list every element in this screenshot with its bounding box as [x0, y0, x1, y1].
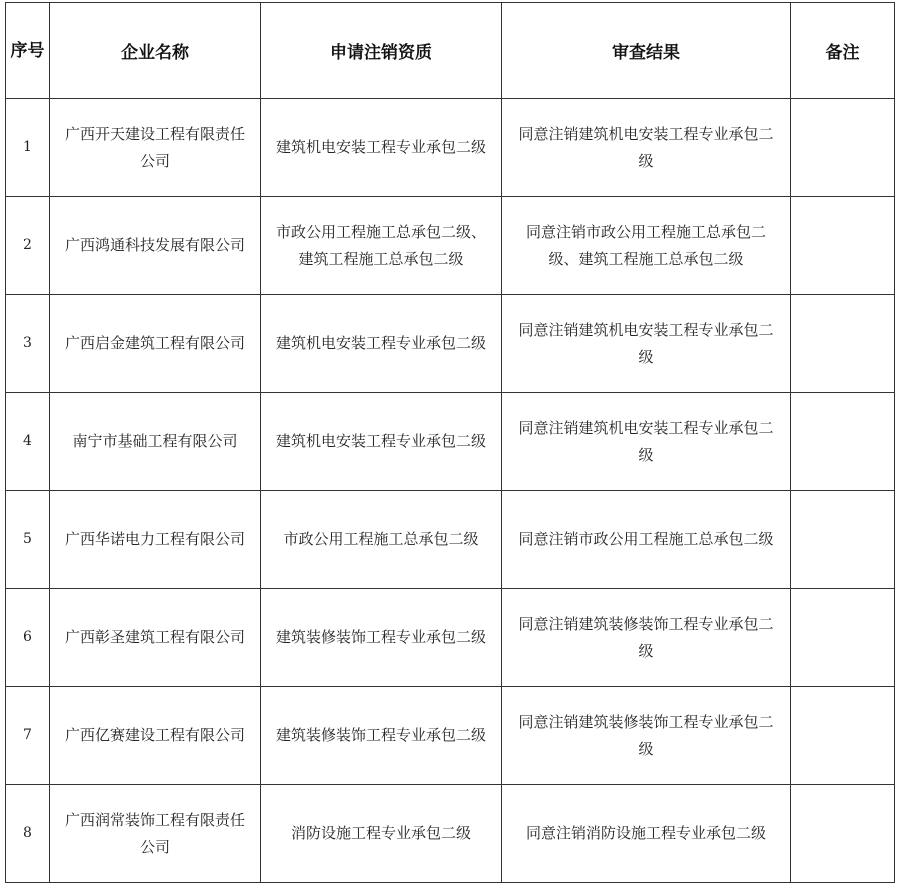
cell-result: 同意注销建筑装修装饰工程专业承包二级 — [502, 589, 791, 687]
cell-seq: 7 — [6, 687, 50, 785]
qualification-cancellation-table — [5, 2, 895, 883]
cell-remark — [791, 589, 895, 687]
table-row — [6, 785, 895, 883]
table-body — [6, 99, 895, 883]
cell-company: 广西润常装饰工程有限责任公司 — [50, 785, 261, 883]
cell-result: 同意注销建筑机电安装工程专业承包二级 — [502, 99, 791, 197]
cell-seq: 1 — [6, 99, 50, 197]
cell-remark — [791, 491, 895, 589]
header-result: 审查结果 — [502, 3, 791, 99]
cell-qualification: 建筑机电安装工程专业承包二级 — [261, 295, 502, 393]
header-seq: 序号 — [6, 3, 50, 99]
cell-result: 同意注销建筑机电安装工程专业承包二级 — [502, 393, 791, 491]
cell-remark — [791, 687, 895, 785]
table-row — [6, 197, 895, 295]
cell-remark — [791, 99, 895, 197]
cell-remark — [791, 197, 895, 295]
cell-company: 广西华诺电力工程有限公司 — [50, 491, 261, 589]
cell-company: 广西彰圣建筑工程有限公司 — [50, 589, 261, 687]
table-row — [6, 491, 895, 589]
cell-company: 广西开天建设工程有限责任公司 — [50, 99, 261, 197]
cell-seq: 8 — [6, 785, 50, 883]
cell-qualification: 市政公用工程施工总承包二级、建筑工程施工总承包二级 — [261, 197, 502, 295]
cell-result: 同意注销消防设施工程专业承包二级 — [502, 785, 791, 883]
cell-seq: 5 — [6, 491, 50, 589]
cell-qualification: 建筑装修装饰工程专业承包二级 — [261, 687, 502, 785]
cell-remark — [791, 295, 895, 393]
cell-company: 广西启金建筑工程有限公司 — [50, 295, 261, 393]
cell-remark — [791, 393, 895, 491]
cell-qualification: 市政公用工程施工总承包二级 — [261, 491, 502, 589]
cell-qualification: 消防设施工程专业承包二级 — [261, 785, 502, 883]
header-remark: 备注 — [791, 3, 895, 99]
header-row — [6, 3, 895, 99]
header-company: 企业名称 — [50, 3, 261, 99]
table-header — [6, 3, 895, 99]
table-row — [6, 393, 895, 491]
cell-qualification: 建筑机电安装工程专业承包二级 — [261, 99, 502, 197]
table-row — [6, 295, 895, 393]
cell-result: 同意注销建筑机电安装工程专业承包二级 — [502, 295, 791, 393]
cell-company: 广西亿赛建设工程有限公司 — [50, 687, 261, 785]
cell-result: 同意注销市政公用工程施工总承包二级 — [502, 491, 791, 589]
cell-company: 南宁市基础工程有限公司 — [50, 393, 261, 491]
cell-qualification: 建筑机电安装工程专业承包二级 — [261, 393, 502, 491]
cell-remark — [791, 785, 895, 883]
header-qualification: 申请注销资质 — [261, 3, 502, 99]
cell-seq: 3 — [6, 295, 50, 393]
cell-result: 同意注销建筑装修装饰工程专业承包二级 — [502, 687, 791, 785]
table-row — [6, 589, 895, 687]
table-row — [6, 687, 895, 785]
cell-seq: 4 — [6, 393, 50, 491]
cell-qualification: 建筑装修装饰工程专业承包二级 — [261, 589, 502, 687]
cell-result: 同意注销市政公用工程施工总承包二级、建筑工程施工总承包二级 — [502, 197, 791, 295]
cell-seq: 6 — [6, 589, 50, 687]
cell-company: 广西鸿通科技发展有限公司 — [50, 197, 261, 295]
cell-seq: 2 — [6, 197, 50, 295]
table-row — [6, 99, 895, 197]
